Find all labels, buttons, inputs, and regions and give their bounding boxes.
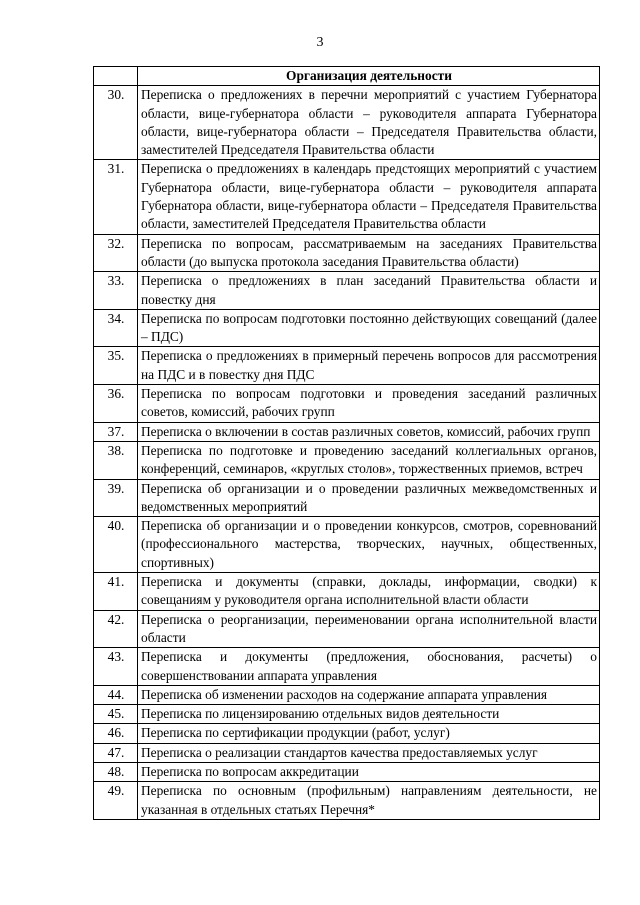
table-row [94, 385, 600, 423]
row-description: Переписка по вопросам подготовки постоянно действующих совещаний (далее – ПДС) [138, 309, 600, 347]
records-table-body [94, 67, 600, 820]
row-number: 35. [94, 347, 138, 385]
row-description: Переписка по вопросам аккредитации [138, 762, 600, 781]
row-number: 43. [94, 648, 138, 686]
table-row [94, 573, 600, 611]
row-number: 39. [94, 479, 138, 517]
row-description: Переписка о реорганизации, переименовании органа исполнительной власти области [138, 610, 600, 648]
row-description: Переписка и документы (справки, доклады, информации, сводки) к совещаниям у руководителя органа исполнительной власти области [138, 573, 600, 611]
table-row [94, 705, 600, 724]
row-number: 44. [94, 685, 138, 704]
table-row [94, 347, 600, 385]
row-number: 45. [94, 705, 138, 724]
table-row [94, 648, 600, 686]
table-row [94, 86, 600, 160]
table-row [94, 441, 600, 479]
row-description: Переписка по лицензированию отдельных видов деятельности [138, 705, 600, 724]
row-number: 49. [94, 782, 138, 820]
row-description: Переписка о предложениях в перечни мероприятий с участием Губернатора области, вице-губернатора области – руководителя аппарата Губернатора области, вице-губернатора области – Председателя Правительства области, заместителей Председателя Правительства области [138, 86, 600, 160]
table-row [94, 762, 600, 781]
row-description: Переписка о реализации стандартов качества предоставляемых услуг [138, 743, 600, 762]
row-number: 41. [94, 573, 138, 611]
table-row [94, 782, 600, 820]
row-description: Переписка по вопросам, рассматриваемым на заседаниях Правительства области (до выпуска протокола заседания Правительства области) [138, 234, 600, 272]
row-description: Переписка об организации и о проведении различных межведомственных и ведомственных мероприятий [138, 479, 600, 517]
table-row [94, 610, 600, 648]
records-table [93, 66, 600, 820]
row-number: 46. [94, 724, 138, 743]
table-row [94, 724, 600, 743]
row-number: 38. [94, 441, 138, 479]
table-row [94, 309, 600, 347]
row-description: Переписка по сертификации продукции (работ, услуг) [138, 724, 600, 743]
table-row [94, 272, 600, 310]
table-row [94, 422, 600, 441]
row-description: Переписка и документы (предложения, обоснования, расчеты) о совершенствовании аппарата управления [138, 648, 600, 686]
row-number: 40. [94, 517, 138, 573]
row-description: Переписка о предложениях в календарь предстоящих мероприятий с участием Губернатора области, вице-губернатора области – руководителя аппарата Губернатора области, вице-губернатора области – Председателя Правительства области, заместителей Председателя Правительства области [138, 160, 600, 234]
table-row [94, 479, 600, 517]
page-number: 3 [316, 35, 324, 50]
row-number: 31. [94, 160, 138, 234]
row-number: 42. [94, 610, 138, 648]
row-description: Переписка об организации и о проведении конкурсов, смотров, соревнований (профессионального мастерства, творческих, научных, общественных, спортивных) [138, 517, 600, 573]
table-row [94, 685, 600, 704]
row-number: 36. [94, 385, 138, 423]
row-description: Переписка по подготовке и проведению заседаний коллегиальных органов, конференций, семинаров, «круглых столов», торжественных приемов, встреч [138, 441, 600, 479]
section-header-row [94, 67, 600, 86]
section-title: Организация деятельности [138, 67, 600, 86]
row-description: Переписка о включении в состав различных советов, комиссий, рабочих групп [138, 422, 600, 441]
row-number: 47. [94, 743, 138, 762]
row-number: 30. [94, 86, 138, 160]
table-row [94, 234, 600, 272]
row-description: Переписка по основным (профильным) направлениям деятельности, не указанная в отдельных статьях Перечня* [138, 782, 600, 820]
row-description: Переписка об изменении расходов на содержание аппарата управления [138, 685, 600, 704]
row-number: 37. [94, 422, 138, 441]
row-description: Переписка по вопросам подготовки и проведения заседаний различных советов, комиссий, рабочих групп [138, 385, 600, 423]
row-description: Переписка о предложениях в примерный перечень вопросов для рассмотрения на ПДС и в повестку дня ПДС [138, 347, 600, 385]
row-number: 33. [94, 272, 138, 310]
row-description: Переписка о предложениях в план заседаний Правительства области и повестку дня [138, 272, 600, 310]
row-number: 34. [94, 309, 138, 347]
table-row [94, 743, 600, 762]
table-row [94, 160, 600, 234]
table-row [94, 517, 600, 573]
row-number: 48. [94, 762, 138, 781]
row-number: 32. [94, 234, 138, 272]
header-num-cell [94, 67, 138, 86]
